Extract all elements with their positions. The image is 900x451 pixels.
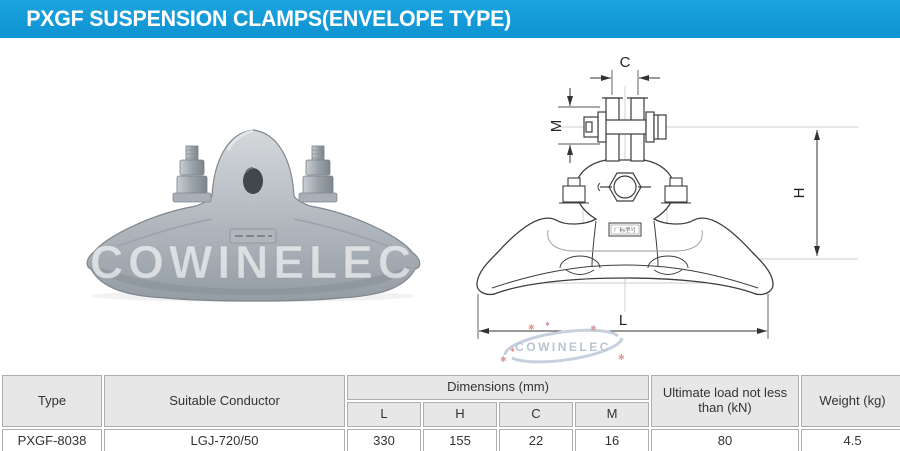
cell-dim-c: 22 <box>499 429 573 451</box>
cell-type: PXGF-8038 <box>2 429 102 451</box>
svg-text:✱: ✱ <box>528 323 535 332</box>
table-row <box>2 429 900 451</box>
nameplate-text: 厂标型号 <box>613 228 637 234</box>
svg-text:✱: ✱ <box>510 348 516 354</box>
page-title: PXGF SUSPENSION CLAMPS(ENVELOPE TYPE) <box>26 6 512 31</box>
technical-drawing <box>450 50 900 372</box>
product-photo <box>70 116 450 308</box>
spec-table <box>0 373 900 451</box>
cell-dim-l: 330 <box>347 429 421 451</box>
drawing-nameplate <box>609 223 641 236</box>
svg-text:✱: ✱ <box>590 324 597 333</box>
dim-l-label: L <box>618 312 628 329</box>
col-header-weight: Weight (kg) <box>801 375 900 427</box>
spec-table-wrap <box>0 373 900 451</box>
photo-watermark-text: COWINELEC <box>89 236 417 288</box>
dim-h-label: H <box>791 187 808 199</box>
cell-dim-m: 16 <box>575 429 649 451</box>
page-header <box>0 0 900 38</box>
col-header-load: Ultimate load not less than (kN) <box>651 375 799 427</box>
svg-text:✱: ✱ <box>618 353 625 362</box>
col-header-type: Type <box>2 375 102 427</box>
drawing-watermark <box>500 321 625 364</box>
col-header-dimensions: Dimensions (mm) <box>347 375 649 400</box>
dim-m-label: M <box>548 119 565 133</box>
dim-h <box>791 130 817 256</box>
col-header-dim-c: C <box>499 402 573 427</box>
cell-conductor: LGJ-720/50 <box>104 429 345 451</box>
clamp-photo-graphic <box>70 116 450 308</box>
clamp-line-drawing <box>450 50 900 372</box>
left-bolt <box>173 146 211 202</box>
cell-weight: 4.5 <box>801 429 900 451</box>
svg-text:✱: ✱ <box>500 355 507 364</box>
right-bolt <box>299 146 337 202</box>
cell-dim-h: 155 <box>423 429 497 451</box>
dim-l <box>478 294 768 339</box>
drawing-watermark-text: COWINELEC <box>515 340 611 354</box>
col-header-dim-h: H <box>423 402 497 427</box>
cell-load: 80 <box>651 429 799 451</box>
col-header-dim-m: M <box>575 402 649 427</box>
dim-c-label: C <box>619 54 631 71</box>
col-header-conductor: Suitable Conductor <box>104 375 345 427</box>
svg-text:✱: ✱ <box>545 322 551 328</box>
col-header-dim-l: L <box>347 402 421 427</box>
